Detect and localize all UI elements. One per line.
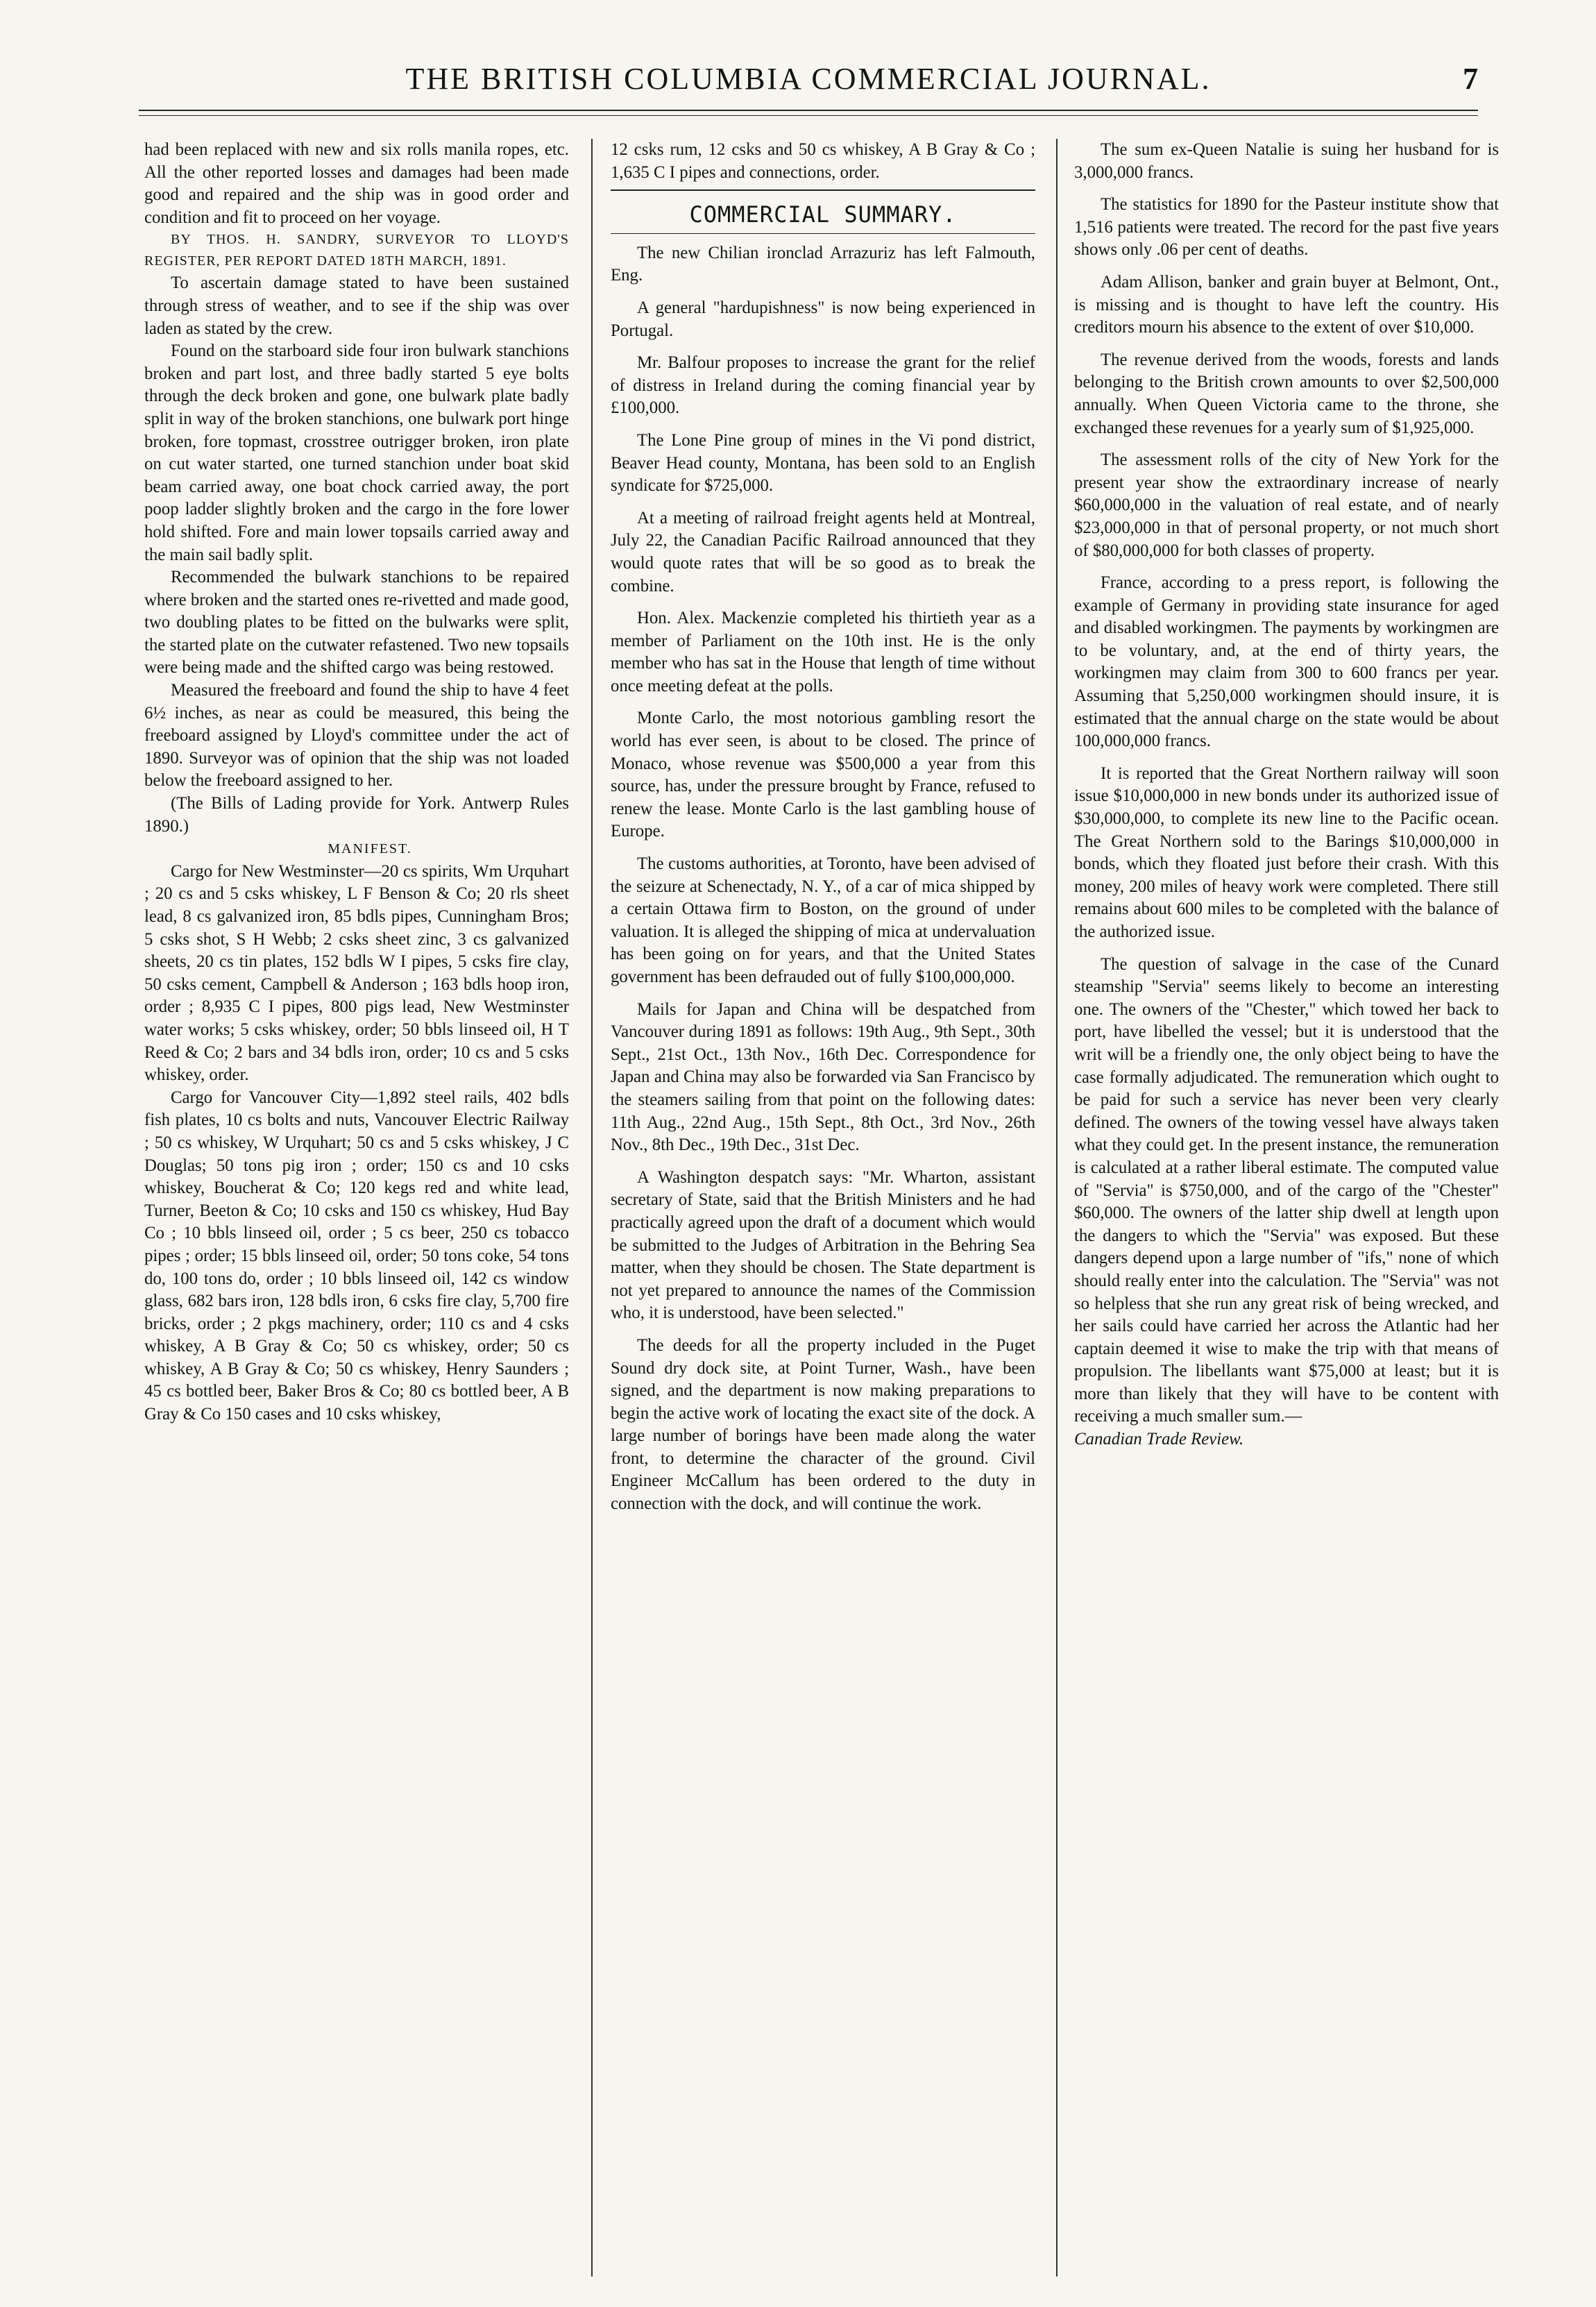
manifest-paragraph: Cargo for New Westminster—20 cs spirits, Wm Urquhart ; 20 cs and 5 csks whiskey, L F Benson & Co; 20 rls sheet lead, 8 cs galvanized iron, 85 bdls pipes, Cunningham Bros; 5 csks shot, S H Webb; 2 csks sheet zinc, 3 cs galvanized sheets, 20 cs tin plates, 152 bdls W I pipes, 5 csks fire clay, 50 csks cement, Campbell & Anderson ; 163 bdls hoop iron, order ; 8,935 C I pipes, 800 pigs lead, New Westminster water works; 5 csks whiskey, order; 50 bbls linseed oil, H T Reed & Co; 2 bars and 34 bdls iron, order; 10 cs and 5 csks whiskey, order. [144,861,569,1085]
news-item: A general "hardupishness" is now being experienced in Portugal. [611,298,1035,340]
article-paragraph: To ascertain damage stated to have been sustained through stress of weather, and to see if the ship was over laden as stated by the crew. [144,273,569,338]
news-item: The deeds for all the property included in the Puget Sound dry dock site, at Point Turner, Wash., have been signed, and the department is now making preparations to begin the active work of locating the exact site of the dock. A large number of borings have been made along the water front, to determine the character of the ground. Civil Engineer McCallum has been ordered to the duty in connection with the dock, and will continue the work. [611,1335,1035,1514]
news-item: The customs authorities, at Toronto, have been advised of the seizure at Schenectady, N. Y., of a car of mica shipped by a certain Ottawa firm to Boston, on the ground of under valuation. It is alleged the shipping of mica at undervaluation has been going on for years, and that the United States government has been defrauded out of fully $100,000,000. [611,854,1035,986]
manifest-continuation: 12 csks rum, 12 csks and 50 cs whiskey, A B Gray & Co ; 1,635 C I pipes and connections, order. [611,140,1035,182]
news-item: A Washington despatch says: "Mr. Wharton, assistant secretary of State, said that the British Ministers and he had practically agreed upon the draft of a document which would be submitted to the Judges of Arbitration in the Behring Sea matter, when they should be chosen. The State department is not yet prepared to announce the names of the Commission who, it is understood, have been selected." [611,1167,1035,1323]
page-number: 7 [1463,62,1478,96]
news-item: The revenue derived from the woods, forests and lands belonging to the British crown amounts to over $2,500,000 annually. When Queen Victoria came to the throne, she exchanged these revenues for a yearly sum of $1,925,000. [1074,350,1499,437]
news-item: The new Chilian ironclad Arrazuriz has left Falmouth, Eng. [611,243,1035,285]
news-item: The sum ex-Queen Natalie is suing her husband for is 3,000,000 francs. [1074,140,1499,182]
section-title: COMMERCIAL SUMMARY. [689,201,957,228]
section-rule [611,189,1035,191]
column-divider [591,139,593,2276]
news-item: Hon. Alex. Mackenzie completed his thirtieth year as a member of Parliament on the 10th inst. He is the only member who has sat in the House that length of time without once meeting defeat at the polls. [611,609,1035,695]
column-right [1074,139,1499,1461]
news-item: At a meeting of railroad freight agents held at Montreal, July 22, the Canadian Pacific Railroad announced that they would quote rates that will be so good as to break the combine. [611,508,1035,595]
column-divider [1056,139,1058,2276]
article-paragraph: Found on the starboard side four iron bulwark stanchions broken and part lost, and three badly started 5 eye bolts through the deck broken and gone, one bulwark plate badly split in way of the broken stanchions, one bulwark port hinge broken, fore topmast, crosstree outrigger broken, iron plate on cut water started, one turned stanchion under boat skid beam carried away, one boat chock carried away, the port poop ladder slightly broken and the cargo in the fore lower hold shifted. Fore and main lower topsails carried away and the main sail badly split. [144,341,569,564]
news-item: Mr. Balfour proposes to increase the grant for the relief of distress in Ireland during the coming financial year by £100,000. [611,353,1035,418]
news-item: The Lone Pine group of mines in the Vi pond district, Beaver Head county, Montana, has been sold to an English syndicate for $725,000. [611,430,1035,496]
manifest-heading: MANIFEST. [328,841,412,857]
article-paragraph: (The Bills of Lading provide for York. Antwerp Rules 1890.) [144,794,569,836]
news-item: Adam Allison, banker and grain buyer at Belmont, Ont., is missing and is thought to have left the country. His creditors mourn his absence to the extent of over $10,000. [1074,272,1499,337]
article-paragraph: Measured the freeboard and found the ship to have 4 feet 6½ inches, as near as could be measured, this being the freeboard assigned by Lloyd's committee under the act of 1890. Surveyor was of opinion that the ship was not loaded below the freeboard assigned to her. [144,681,569,791]
article-paragraph: had been replaced with new and six rolls manila ropes, etc. All the other reported losses and damages had been made good and repaired and the ship was in good order and condition and fit to proceed on her voyage. [144,140,569,227]
header-rule [139,110,1478,111]
header-rule-thin [139,115,1478,116]
column-left [144,139,569,1426]
news-item: Mails for Japan and China will be despatched from Vancouver during 1891 as follows: 19th Aug., 9th Sept., 30th Sept., 21st Oct., 13th Nov., 16th Dec. Correspondence for Japan and China may also be forwarded via San Francisco by the steamers sailing from that point on the following dates: 11th Aug., 22nd Aug., 15th Sept., 8th Oct., 3rd Nov., 26th Nov., 8th Dec., 19th Dec., 31st Dec. [611,999,1035,1155]
page-header [139,61,1478,103]
manifest-paragraph: Cargo for Vancouver City—1,892 steel rails, 402 bdls fish plates, 10 cs bolts and nuts, Vancouver Electric Railway ; 50 cs whiskey, W Urquhart; 50 cs and 5 csks whiskey, J C Douglas; 50 tons pig iron ; order; 150 cs and 10 csks whiskey, Boucherat & Co; 120 kegs red and white lead, Turner, Beeton & Co; 10 csks and 150 cs whiskey, Hud Bay Co ; 10 bbls linseed oil, order ; 5 cs beer, 250 cs tobacco pipes ; order; 15 bbls linseed oil, order; 50 tons coke, 54 tons do, 100 tons do, order ; 10 bbls linseed oil, 142 cs window glass, 682 bars iron, 128 bdls iron, 6 csks fire clay, 5,700 fire bricks, order ; 2 pkgs machinery, order; 110 cs and 4 csks whiskey, A B Gray & Co; 50 cs whiskey, order; 50 cs whiskey, A B Gray & Co; 50 cs whiskey, Henry Saunders ; 45 cs bottled beer, Baker Bros & Co; 80 cs bottled beer, A B Gray & Co 150 cases and 10 csks whiskey, [144,1088,569,1424]
source-attribution: Canadian Trade Review. [1074,1430,1244,1449]
news-item: The statistics for 1890 for the Pasteur institute show that 1,516 patients were treated. The record for the past five years shows only .06 per cent of deaths. [1074,195,1499,260]
news-item: The assessment rolls of the city of New York for the present year show the extraordinary increase of nearly $60,000,000 in the valuation of real estate, and of nearly $23,000,000 in that of personal property, or not much short of $80,000,000 for both classes of property. [1074,450,1499,560]
article-paragraph: Recommended the bulwark stanchions to be repaired where broken and the started ones re-rivetted and made good, two doubling plates to be fitted on the bulwarks were split, the started plate on the cutwater refastened. Two new topsails were being made and the shifted cargo was being restowed. [144,568,569,677]
section-rule [611,233,1035,234]
news-item: Monte Carlo, the most notorious gambling resort the world has ever seen, is about to be closed. The prince of Monaco, whose revenue was $500,000 a year from this source, has, under the pressure brought by France, refused to renew the lease. Monte Carlo is the last gambling house of Europe. [611,709,1035,841]
journal-title: THE BRITISH COLUMBIA COMMERCIAL JOURNAL. [405,62,1212,96]
news-item: France, according to a press report, is following the example of Germany in providing state insurance for aged and disabled workingmen. The payments by workingmen are to be voluntary, and, at the end of thirty years, the workingmen may claim from 300 to 600 francs per year. Assuming that 5,250,000 workingmen should insure, it is estimated that the annual charge on the state would be about 100,000,000 francs. [1074,573,1499,751]
survey-report-heading: BY THOS. H. SANDRY, SURVEYOR TO LLOYD'S REGISTER, PER REPORT DATED 18TH MARCH, 1891. [144,232,569,269]
news-item: It is reported that the Great Northern railway will soon issue $10,000,000 in new bonds under its authorized issue of $30,000,000, to complete its new line to the Pacific ocean. The Great Northern sold to the Barings $10,000,000 in bonds, which they floated just before their crash. With this money, 200 miles of heavy work were completed. There still remains about 600 miles to be completed with the balance of the authorized issue. [1074,763,1499,941]
news-item: The question of salvage in the case of the Cunard steamship "Servia" seems likely to become an interesting one. The owners of the "Chester," which towed her back to port, have libelled the vessel; but it is understood that the writ will be a friendly one, the only object being to have the case formally adjudicated. The remuneration which ought to be paid for such a service has never been very clearly defined. The owners of the towing vessel have always taken what they could get. In the present instance, the remuneration is calculated at a rather liberal estimate. The computed value of "Servia" is $750,000, and of the cargo of the "Chester" $60,000. The owners of the latter ship dwell at length upon the dangers to which the "Servia" was exposed. But these dangers depend upon a large number of "ifs," none of which should really enter into the calculation. The "Servia" was not so helpless that she run any great risk of being wrecked, and her sails could have carried her across the Atlantic had her captain deemed it wise to make the trip with that means of propulsion. The libellants want $75,000 at least; but it is more than likely that they will have to be content with receiving a much smaller sum.— [1074,954,1499,1426]
column-middle [611,139,1035,1526]
